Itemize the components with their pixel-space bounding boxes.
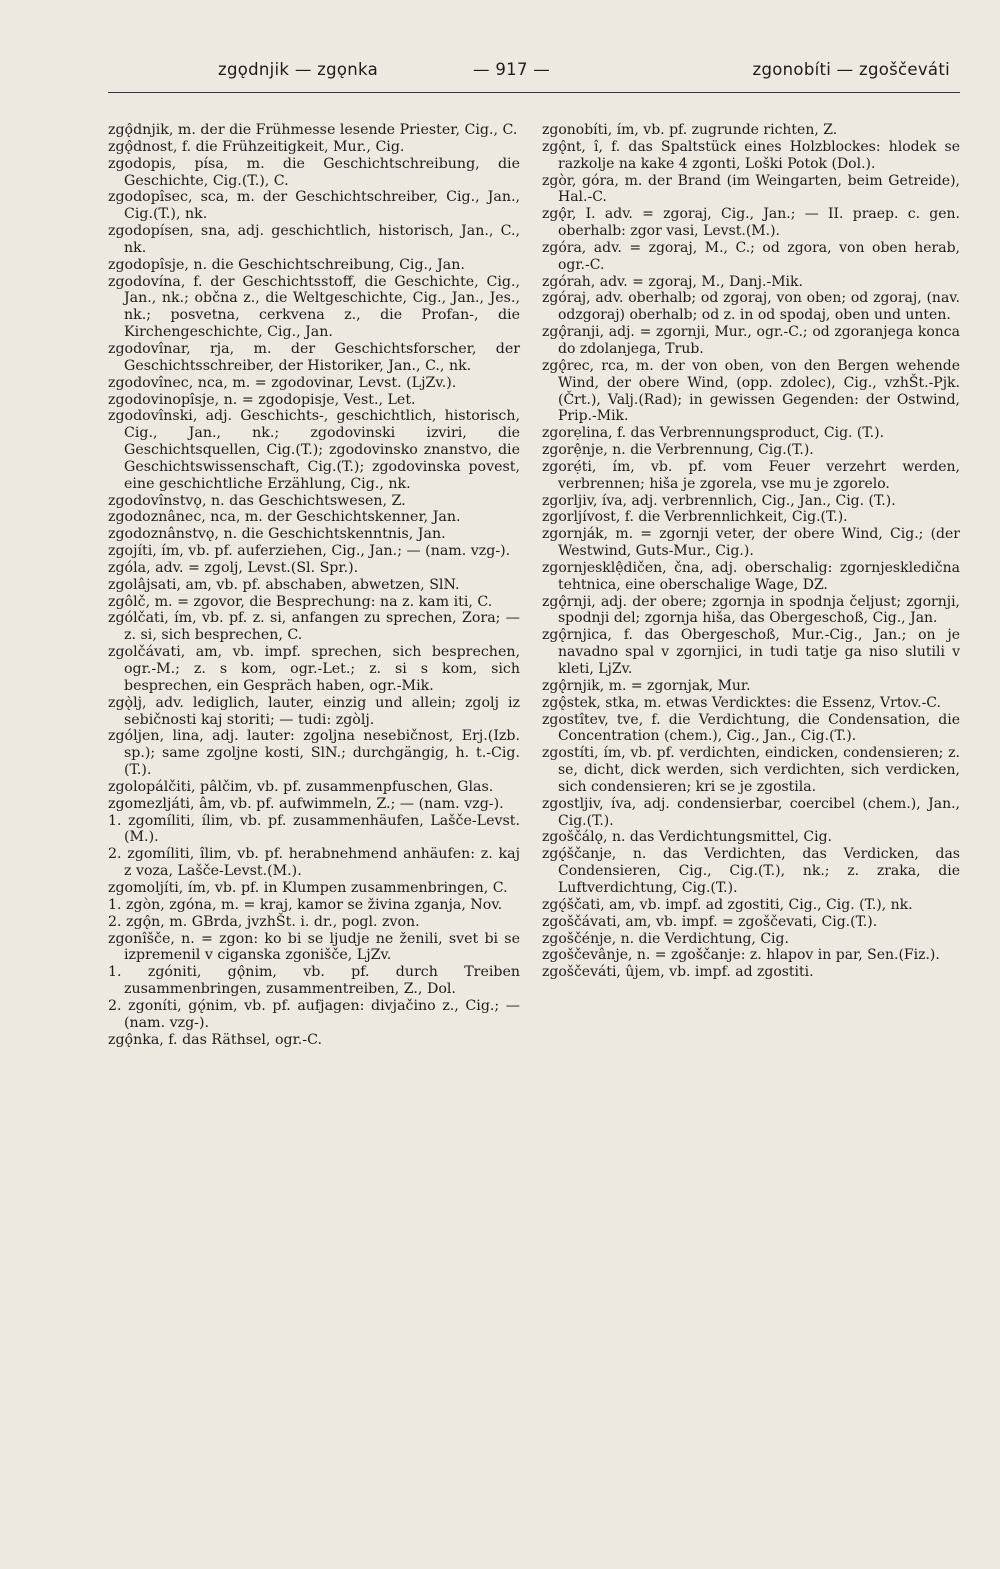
dictionary-entry: zgodoznânec, nca, m. der Geschichtskenner, Jan. xyxy=(108,509,461,526)
header-left-guideword: zgǫdnjik — zgǫnka xyxy=(218,60,379,79)
dictionary-entry: zgóljen, lina, adj. lauter: zgoljna nesebičnost, Erj.(Izb. sp.); same zgoljne kosti, SlN.; durchgängig, h. t.-Cig.(T.). xyxy=(108,728,520,779)
left-column xyxy=(108,122,520,1048)
header-right-guideword: zgonobíti — zgoščeváti xyxy=(752,60,950,79)
dictionary-entry: zgǫ̂nt, î, f. das Spaltstück eines Holzblockes: hlodek se razkolje na kake 4 zgonti, Loški Potok (Dol.). xyxy=(542,138,960,172)
dictionary-entry: zgodopîsec, sca, m. der Geschichtschreiber, Cig., Jan., Cig.(T.), nk. xyxy=(108,189,520,223)
dictionary-entry: zgomezljáti, âm, vb. pf. aufwimmeln, Z.; — (nam. vzg-). xyxy=(108,795,504,812)
dictionary-entry: zgodovînar, rja, m. der Geschichtsforscher, der Geschichtsschreiber, der Historiker, Jan., C., nk. xyxy=(108,340,520,374)
dictionary-entry: zgodovînski, adj. Geschichts-, geschichtlich, historisch, Cig., Jan., nk.; zgodovinski izviri, die Geschichtsquellen, Cig.(T.); zgodovinsko znanstvo, die Geschichtswissenschaft, Cig.(T.); zgodovinska povest, eine geschichtliche Erzählung, Cig., nk. xyxy=(108,408,520,492)
dictionary-entry: zgorẹlina, f. das Verbrennungsproduct, Cig. (T.). xyxy=(542,425,885,442)
dictionary-entry: zgǫ́ščati, am, vb. impf. ad zgostiti, Cig., Cig. (T.), nk. xyxy=(542,896,913,913)
dictionary-entry: zgǫ̂dnost, f. die Frühzeitigkeit, Mur., Cig. xyxy=(108,138,405,155)
dictionary-entry: zgóra, adv. = zgoraj, M., C.; od zgora, von oben herab, ogr.-C. xyxy=(542,239,960,273)
dictionary-entry: zgòr, góra, m. der Brand (im Weingarten, beim Getreide), Hal.-C. xyxy=(542,172,960,206)
dictionary-entry: zgornják, m. = zgornji veter, der obere Wind, Cig.; (der Westwind, Guts-Mur., Cig.). xyxy=(542,526,960,560)
dictionary-entry: zgǫ̂ranji, adj. = zgornji, Mur., ogr.-C.; od zgoranjega konca do zdolanjega, Trub. xyxy=(542,324,960,357)
dictionary-entry: zgǫ̂rnji, adj. der obere; zgornja in spodnja čeljust; zgornji, spodnji del; zgornja hiša, das Obergeschoß, Cig., Jan. xyxy=(542,593,960,627)
dictionary-entry: zgolâjsati, am, vb. pf. abschaben, abwetzen, SlN. xyxy=(108,576,460,593)
dictionary-entry: zgostíti, ím, vb. pf. verdichten, eindicken, condensieren; z. se, dicht, dick werden, sich verdichten, sich verdicken, sich condensieren; kri se je zgostila. xyxy=(542,745,960,795)
dictionary-entry: zgǫ̂rnjik, m. = zgornjak, Mur. xyxy=(542,677,751,694)
page-number: — 917 — xyxy=(473,60,551,79)
dictionary-entry: zgostîtev, tve, f. die Verdichtung, die Condensation, die Concentration (chem.), Cig., Jan., Cig.(T.). xyxy=(542,711,960,745)
dictionary-entry: zgodovinopîsje, n. = zgodopisje, Vest., Let. xyxy=(108,391,416,408)
dictionary-entry: zgǫ̂nka, f. das Räthsel, ogr.-C. xyxy=(108,1031,322,1048)
dictionary-entry: zgǫ̀lj, adv. lediglich, lauter, einzig und allein; zgolj iz sebičnosti kaj storiti; — tudi: zgòlj. xyxy=(108,694,520,728)
dictionary-entry: zgǫ̂rec, rca, m. der von oben, von den Bergen wehende Wind, der obere Wind, (opp. zdolec), Cig., vzhŠt.-Pjk.(Črt.), Valj.(Rad); in gewissen Gegenden: der Ostwind, Prip.-Mik. xyxy=(542,357,960,425)
dictionary-entry: zgojíti, ím, vb. pf. auferziehen, Cig., Jan.; — (nam. vzg-). xyxy=(108,543,511,560)
header-rule xyxy=(108,92,960,93)
dictionary-entry: zgorljiv, íva, adj. verbrennlich, Cig., Jan., Cig. (T.). xyxy=(542,492,896,509)
dictionary-entry: zgôlč, m. = zgovor, die Besprechung: na z. kam iti, C. xyxy=(108,593,493,610)
dictionary-entry: zgodovína, f. der Geschichtsstoff, die Geschichte, Cig., Jan., nk.; občna z., die Weltgeschichte, Cig., Jan., Jes., nk.; posvetna, cerkvena z., die Profan-, die Kirchengeschichte, Cig., Jan. xyxy=(108,273,520,341)
dictionary-entry: zgodoznânstvǫ, n. die Geschichtskenntnis, Jan. xyxy=(108,526,446,543)
dictionary-entry: zgornjesklệdičen, čna, adj. oberschalig: zgornjeskledična tehtnica, eine oberschalige Wage, DZ. xyxy=(542,559,960,593)
dictionary-entry: 2. zgoníti, gǫ́nim, vb. pf. aufjagen: divjačino z., Cig.; — (nam. vzg-). xyxy=(108,997,520,1031)
dictionary-entry: zgǫ̂rnjica, f. das Obergeschoß, Mur.-Cig., Jan.; on je navadno spal v zgornjici, in tudi tatje ga niso slutili v kleti, LjZv. xyxy=(542,627,960,677)
dictionary-entry: zgǫ̂dnjik, m. der die Frühmesse lesende Priester, Cig., C. xyxy=(108,122,518,138)
dictionary-entry: zgoščevânje, n. = zgoščanje: z. hlapov in par, Sen.(Fiz.). xyxy=(542,947,940,964)
dictionary-entry: 1. zgóniti, gǫ̂nim, vb. pf. durch Treiben zusammenbringen, zusammentreiben, Z., Dol. xyxy=(108,964,520,998)
dictionary-entry: zgóla, adv. = zgolj, Levst.(Sl. Spr.). xyxy=(108,559,359,576)
dictionary-entry: zgoščeváti, ûjem, vb. impf. ad zgostiti. xyxy=(542,964,814,981)
dictionary-entry: zgorẹ́ti, ím, vb. pf. vom Feuer verzehrt werden, verbrennen; hiša je zgorela, vse mu je zgorelo. xyxy=(542,458,960,492)
dictionary-entry: zgolčávati, am, vb. impf. sprechen, sich besprechen, ogr.-M.; z. s kom, ogr.-Let.; z. si s kom, sich besprechen, ein Gespräch haben, ogr.-Mik. xyxy=(108,644,520,694)
dictionary-entry: zgólčati, ím, vb. pf. z. si, anfangen zu sprechen, Zora; — z. si, sich besprechen, C. xyxy=(108,610,520,644)
dictionary-entry: zgodovînec, nca, m. = zgodovinar, Levst. (LjZv.). xyxy=(108,374,457,391)
dictionary-entry: zgonobíti, ím, vb. pf. zugrunde richten, Z. xyxy=(542,122,838,138)
dictionary-entry: zgonîšče, n. = zgon: ko bi se ljudje ne ženili, svet bi se izpremenil v ciganska zgonišče, LjZv. xyxy=(108,930,520,964)
dictionary-entry: zgǫ̂stek, stka, m. etwas Verdicktes: die Essenz, Vrtov.-C. xyxy=(542,694,941,711)
dictionary-entry: zgoščávati, am, vb. impf. = zgoščevati, Cig.(T.). xyxy=(542,913,878,930)
dictionary-entry: zgodopis, písa, m. die Geschichtschreibung, die Geschichte, Cig.(T.), C. xyxy=(108,155,520,189)
dictionary-entry: zgomoljíti, ím, vb. pf. in Klumpen zusammenbringen, C. xyxy=(108,879,508,896)
dictionary-entry: zgodopîsje, n. die Geschichtschreibung, Cig., Jan. xyxy=(108,256,465,273)
dictionary-entry: 2. zgǫ̂n, m. GBrda, jvzhŠt. i. dr., pogl. zvon. xyxy=(108,913,420,930)
dictionary-entry: zgǫ́ščanje, n. das Verdichten, das Verdicken, das Condensieren, Cig., Cig.(T.), nk.; z. zraka, die Luftverdichtung, Cig.(T.). xyxy=(542,846,960,896)
dictionary-entry: 1. zgòn, zgóna, m. = kraj, kamor se živina zganja, Nov. xyxy=(108,896,503,913)
dictionary-entry: zgodopísen, sna, adj. geschichtlich, historisch, Jan., C., nk. xyxy=(108,223,520,256)
dictionary-entry: zgorệnje, n. die Verbrennung, Cig.(T.). xyxy=(542,442,814,459)
dictionary-entry: zgodovînstvǫ, n. das Geschichtswesen, Z. xyxy=(108,492,406,509)
dictionary-entry: zgorljívost, f. die Verbrennlichkeit, Cig.(T.). xyxy=(542,509,848,526)
dictionary-entry: zgostljiv, íva, adj. condensierbar, coercibel (chem.), Jan., Cig.(T.). xyxy=(542,795,960,829)
dictionary-entry: zgolopálčiti, pâlčim, vb. pf. zusammenpfuschen, Glas. xyxy=(108,778,494,795)
dictionary-entry: 1. zgomíliti, ílim, vb. pf. zusammenhäufen, Lašče-Levst.(M.). xyxy=(108,812,520,846)
dictionary-entry: zgoščénje, n. die Verdichtung, Cig. xyxy=(542,930,789,947)
dictionary-entry: zgǫ̂r, I. adv. = zgoraj, Cig., Jan.; — II. praep. c. gen. oberhalb: zgor vasi, Levst.(M.). xyxy=(542,206,960,240)
dictionary-entry: zgoščálǫ, n. das Verdichtungsmittel, Cig. xyxy=(542,829,832,846)
page-header xyxy=(108,60,960,90)
dictionary-entry: zgóraj, adv. oberhalb; od zgoraj, von oben; od zgoraj, (nav. odzgoraj) oberhalb; od z. in od spodaj, oben und unten. xyxy=(542,290,960,324)
right-column xyxy=(542,122,960,981)
dictionary-entry: zgórah, adv. = zgoraj, M., Danj.-Mik. xyxy=(542,273,803,290)
dictionary-entry: 2. zgomíliti, îlim, vb. pf. herabnehmend anhäufen: z. kaj z voza, Lašče-Levst.(M.). xyxy=(108,846,520,880)
